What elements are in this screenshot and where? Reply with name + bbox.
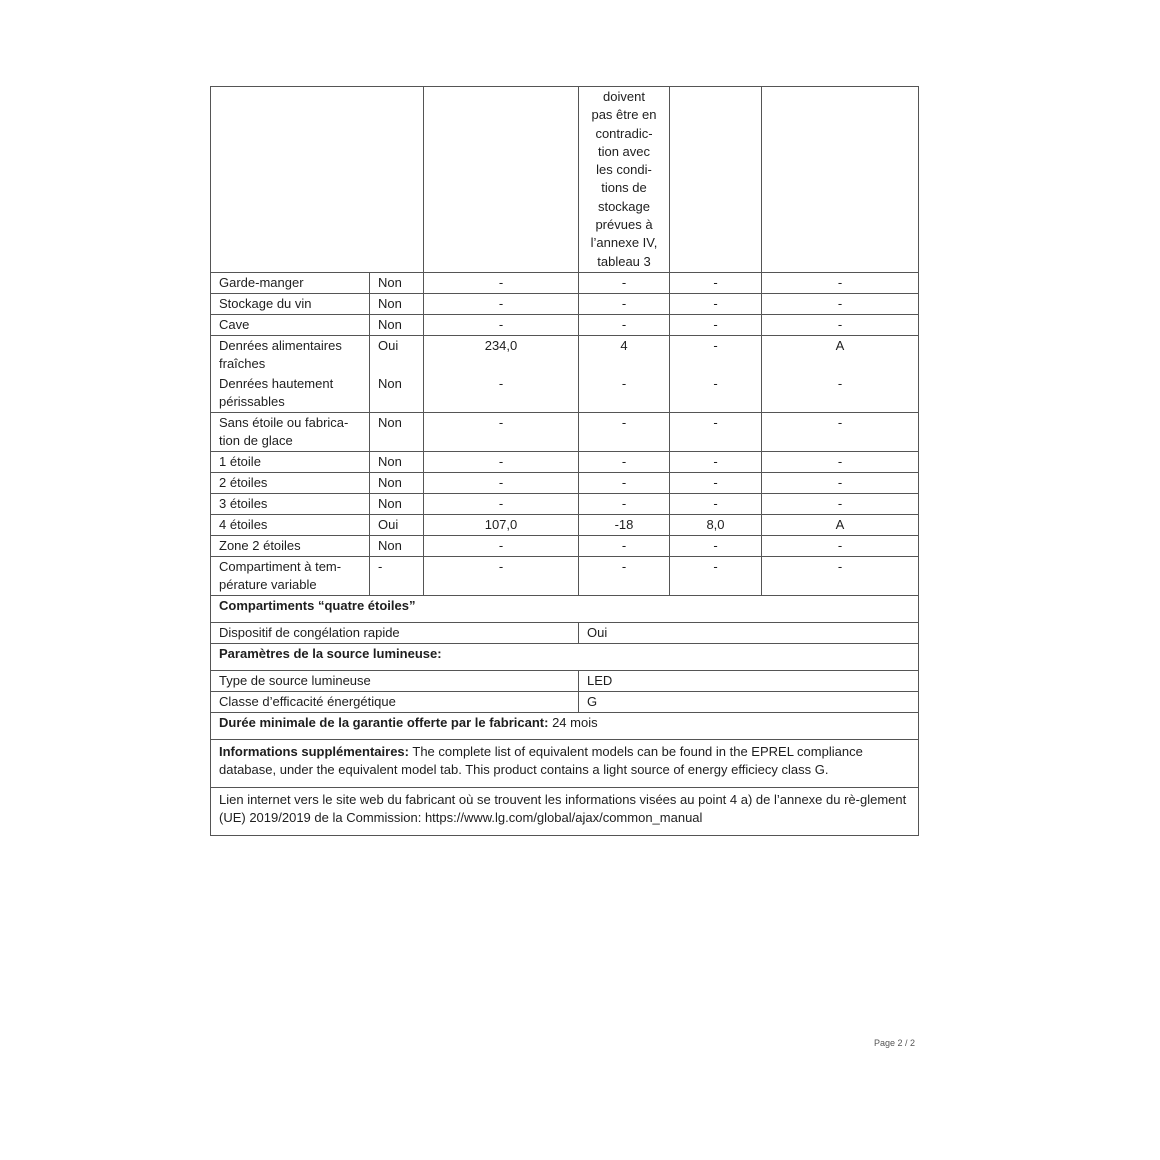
light-class-label: Classe d’efficacité énergétique (211, 691, 579, 712)
warranty-label: Durée minimale de la garantie offerte par le fabricant: (219, 714, 549, 730)
compartment-volume: 107,0 (424, 514, 579, 535)
compartment-volume: - (424, 412, 579, 451)
table-row (211, 272, 919, 293)
compartment-climate-class: - (762, 272, 919, 293)
compartment-climate-class: A (762, 335, 919, 374)
compartment-freezing-capacity: - (670, 556, 762, 595)
light-type-row (211, 670, 919, 691)
warranty-row (211, 712, 919, 739)
compartment-climate-class: - (762, 374, 919, 413)
compartment-volume: - (424, 535, 579, 556)
compartment-volume: 234,0 (424, 335, 579, 374)
compartment-climate-class: - (762, 293, 919, 314)
compartment-present: Non (370, 493, 424, 514)
table-row (211, 535, 919, 556)
compartment-climate-class: - (762, 451, 919, 472)
fast-freeze-label: Dispositif de congélation rapide (211, 622, 579, 643)
compartment-volume: - (424, 272, 579, 293)
table-row (211, 293, 919, 314)
table-row (211, 556, 919, 595)
compartment-freezing-capacity: - (670, 535, 762, 556)
compartment-volume: - (424, 374, 579, 413)
light-heading: Paramètres de la source lumineuse: (211, 643, 919, 670)
four-star-heading: Compartiments “quatre étoiles” (211, 595, 919, 622)
continuation-note: doivent pas être en contradic- tion avec les condi- tions de stockage prévues à l’annexe IV, tableau 3 (579, 87, 670, 273)
compartment-name: 2 étoiles (211, 472, 370, 493)
continuation-cell-empty-2 (424, 87, 579, 273)
table-row (211, 493, 919, 514)
light-heading-row (211, 643, 919, 670)
compartment-name: Denrées hautement périssables (211, 374, 370, 413)
extra-info-cell (211, 739, 919, 787)
compartments-table (210, 86, 919, 836)
extra-info-row (211, 739, 919, 787)
compartment-name: Sans étoile ou fabrica-tion de glace (211, 412, 370, 451)
compartment-volume: - (424, 472, 579, 493)
compartment-freezing-capacity: - (670, 472, 762, 493)
fast-freeze-row (211, 622, 919, 643)
compartment-climate-class: - (762, 535, 919, 556)
compartment-freezing-capacity: - (670, 493, 762, 514)
compartment-temperature: - (579, 412, 670, 451)
compartment-present: Non (370, 314, 424, 335)
compartment-name: Cave (211, 314, 370, 335)
compartment-freezing-capacity: - (670, 451, 762, 472)
compartment-freezing-capacity: - (670, 314, 762, 335)
warranty-value: 24 mois (552, 714, 598, 730)
compartment-present: Oui (370, 335, 424, 374)
compartment-temperature: - (579, 451, 670, 472)
continuation-cell-empty-1 (211, 87, 424, 273)
table-row (211, 314, 919, 335)
warranty-cell (211, 712, 919, 739)
compartment-name: Stockage du vin (211, 293, 370, 314)
light-class-row (211, 691, 919, 712)
link-row (211, 787, 919, 835)
table-row (211, 335, 919, 374)
compartment-present: - (370, 556, 424, 595)
compartment-present: Non (370, 451, 424, 472)
continuation-row (211, 87, 919, 273)
compartment-climate-class: - (762, 493, 919, 514)
compartment-name: Garde-manger (211, 272, 370, 293)
compartment-name: 4 étoiles (211, 514, 370, 535)
compartment-volume: - (424, 493, 579, 514)
compartment-climate-class: - (762, 412, 919, 451)
compartment-temperature: - (579, 556, 670, 595)
manufacturer-url[interactable]: https://www.lg.com/global/ajax/common_manual (424, 809, 703, 825)
compartment-freezing-capacity: - (670, 335, 762, 374)
light-type-label: Type de source lumineuse (211, 670, 579, 691)
link-cell (211, 787, 919, 835)
table-row (211, 374, 919, 413)
compartment-temperature: - (579, 535, 670, 556)
compartment-name: Denrées alimentaires fraîches (211, 335, 370, 374)
extra-info-text: The complete list of equivalent models can be found in the EPREL compliance database, under the equivalent model tab. This product contains a light source of energy efficiecy class G. (219, 743, 863, 777)
continuation-cell-empty-3 (670, 87, 762, 273)
four-star-heading-row (211, 595, 919, 622)
compartment-present: Non (370, 272, 424, 293)
compartment-present: Non (370, 535, 424, 556)
compartment-freezing-capacity: - (670, 293, 762, 314)
compartment-name: Compartiment à tem-pérature variable (211, 556, 370, 595)
compartment-temperature: - (579, 472, 670, 493)
continuation-cell-empty-4 (762, 87, 919, 273)
page-number: Page 2 / 2 (874, 1038, 916, 1048)
fast-freeze-value: Oui (579, 622, 919, 643)
compartment-name: 3 étoiles (211, 493, 370, 514)
compartment-freezing-capacity: - (670, 412, 762, 451)
compartment-volume: - (424, 451, 579, 472)
table-row (211, 412, 919, 451)
compartment-present: Oui (370, 514, 424, 535)
compartment-name: Zone 2 étoiles (211, 535, 370, 556)
compartment-volume: - (424, 293, 579, 314)
compartment-present: Non (370, 293, 424, 314)
light-class-value: G (579, 691, 919, 712)
link-text: Lien internet vers le site web du fabricant où se trouvent les informations visées au point 4 a) de l’annexe du rè-glement (UE) 2019/2019 de la Commission: (219, 791, 907, 825)
compartment-temperature: - (579, 293, 670, 314)
compartment-present: Non (370, 412, 424, 451)
compartment-name: 1 étoile (211, 451, 370, 472)
table-row (211, 451, 919, 472)
compartment-temperature: - (579, 314, 670, 335)
compartment-present: Non (370, 374, 424, 413)
compartment-climate-class: - (762, 556, 919, 595)
compartment-climate-class: A (762, 514, 919, 535)
compartment-temperature: - (579, 493, 670, 514)
compartment-volume: - (424, 314, 579, 335)
compartment-freezing-capacity: - (670, 272, 762, 293)
compartment-climate-class: - (762, 472, 919, 493)
compartment-present: Non (370, 472, 424, 493)
compartment-freezing-capacity: 8,0 (670, 514, 762, 535)
compartment-volume: - (424, 556, 579, 595)
extra-info-label: Informations supplémentaires: (219, 743, 409, 759)
compartment-freezing-capacity: - (670, 374, 762, 413)
document-page (210, 86, 918, 836)
compartment-temperature: 4 (579, 335, 670, 374)
light-type-value: LED (579, 670, 919, 691)
compartment-climate-class: - (762, 314, 919, 335)
compartment-temperature: - (579, 374, 670, 413)
table-row (211, 472, 919, 493)
compartment-temperature: -18 (579, 514, 670, 535)
compartment-temperature: - (579, 272, 670, 293)
table-row (211, 514, 919, 535)
